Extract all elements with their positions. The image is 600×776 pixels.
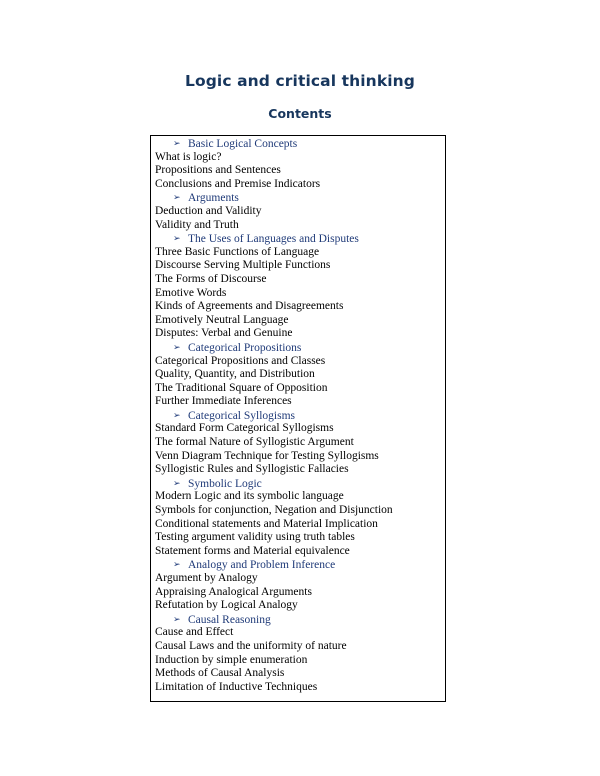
toc-item-label: Kinds of Agreements and Disagreements [155, 300, 344, 313]
toc-item [151, 531, 445, 545]
toc-item [151, 300, 445, 314]
toc-item-label: Standard Form Categorical Syllogisms [155, 422, 334, 435]
toc-item [151, 640, 445, 654]
toc-item [151, 450, 445, 464]
table-of-contents [150, 135, 446, 702]
toc-item [151, 164, 445, 178]
toc-item [151, 422, 445, 436]
toc-item [151, 681, 445, 695]
toc-item [151, 219, 445, 233]
toc-item-label: Categorical Propositions and Classes [155, 354, 326, 367]
toc-item-label: Causal Laws and the uniformity of nature [155, 639, 347, 652]
toc-item [151, 355, 445, 369]
arrow-bullet-icon: ➢ [173, 559, 181, 570]
arrow-bullet-icon: ➢ [173, 192, 181, 203]
toc-item [151, 463, 445, 477]
toc-section-label: Categorical Syllogisms [188, 409, 296, 422]
toc-item [151, 626, 445, 640]
toc-section-heading [151, 232, 445, 246]
toc-item-label: Testing argument validity using truth tables [155, 531, 355, 544]
toc-item-label: The formal Nature of Syllogistic Argument [155, 436, 354, 449]
toc-item [151, 654, 445, 668]
toc-item [151, 287, 445, 301]
toc-section-heading [151, 191, 445, 205]
arrow-bullet-icon: ➢ [173, 613, 181, 624]
toc-item [151, 572, 445, 586]
toc-item [151, 586, 445, 600]
toc-item [151, 259, 445, 273]
arrow-bullet-icon: ➢ [173, 233, 181, 244]
toc-item-label: Venn Diagram Technique for Testing Syllogisms [155, 449, 379, 462]
toc-item-label: Limitation of Inductive Techniques [155, 680, 318, 693]
toc-item [151, 518, 445, 532]
toc-item [151, 327, 445, 341]
toc-item-label: Disputes: Verbal and Genuine [155, 327, 293, 340]
toc-section-label: Basic Logical Concepts [188, 138, 298, 150]
toc-item-label: Argument by Analogy [155, 572, 258, 584]
toc-section-heading [151, 341, 445, 355]
toc-section-label: Categorical Propositions [188, 341, 302, 354]
toc-item [151, 490, 445, 504]
toc-section-heading [151, 613, 445, 627]
toc-item [151, 436, 445, 450]
toc-item-label: Discourse Serving Multiple Functions [155, 259, 331, 272]
toc-item [151, 504, 445, 518]
toc-item-label: Refutation by Logical Analogy [155, 599, 298, 612]
toc-item-label: Induction by simple enumeration [155, 653, 308, 666]
toc-item-label: Syllogistic Rules and Syllogistic Fallacies [155, 463, 349, 476]
toc-item-label: Modern Logic and its symbolic language [155, 490, 344, 503]
toc-item-label: Conclusions and Premise Indicators [155, 177, 321, 190]
toc-item [151, 382, 445, 396]
toc-item-label: Emotively Neutral Language [155, 313, 289, 326]
toc-section-label: Symbolic Logic [188, 477, 262, 490]
toc-item-label: Appraising Analogical Arguments [155, 585, 312, 598]
toc-item [151, 395, 445, 409]
toc-item [151, 205, 445, 219]
toc-item-label: Quality, Quantity, and Distribution [155, 368, 315, 381]
toc-item [151, 246, 445, 260]
toc-item [151, 273, 445, 287]
arrow-bullet-icon: ➢ [173, 138, 181, 148]
toc-section-heading [151, 558, 445, 572]
toc-item-label: Propositions and Sentences [155, 164, 281, 177]
arrow-bullet-icon: ➢ [173, 409, 181, 420]
toc-item-label: Conditional statements and Material Implication [155, 517, 378, 530]
toc-item-label: Symbols for conjunction, Negation and Disjunction [155, 504, 393, 517]
arrow-bullet-icon: ➢ [173, 477, 181, 488]
toc-item-label: Emotive Words [155, 286, 227, 299]
toc-item [151, 599, 445, 613]
toc-item [151, 151, 445, 165]
toc-item-label: Further Immediate Inferences [155, 395, 292, 408]
contents-heading: Contents [268, 106, 332, 121]
toc-section-label: Causal Reasoning [188, 613, 271, 626]
toc-item-label: Methods of Causal Analysis [155, 667, 285, 680]
toc-item-label: The Traditional Square of Opposition [155, 381, 328, 394]
toc-section-label: Arguments [188, 192, 239, 205]
toc-item-label: Cause and Effect [155, 626, 234, 639]
toc-item-label: Deduction and Validity [155, 204, 262, 217]
toc-item [151, 545, 445, 559]
toc-item [151, 368, 445, 382]
toc-section-heading [151, 409, 445, 423]
toc-item-label: Three Basic Functions of Language [155, 245, 320, 258]
toc-item [151, 314, 445, 328]
toc-section-heading [151, 137, 445, 151]
toc-item-label: What is logic? [155, 150, 222, 163]
document-title: Logic and critical thinking [185, 72, 415, 90]
toc-section-label: The Uses of Languages and Disputes [188, 233, 359, 246]
arrow-bullet-icon: ➢ [173, 341, 181, 352]
toc-item-label: The Forms of Discourse [155, 272, 267, 285]
toc-section-heading [151, 477, 445, 491]
toc-item-label: Validity and Truth [155, 218, 239, 231]
toc-item [151, 667, 445, 681]
toc-item [151, 178, 445, 192]
toc-item-label: Statement forms and Material equivalence [155, 544, 350, 557]
toc-section-label: Analogy and Problem Inference [188, 559, 336, 572]
